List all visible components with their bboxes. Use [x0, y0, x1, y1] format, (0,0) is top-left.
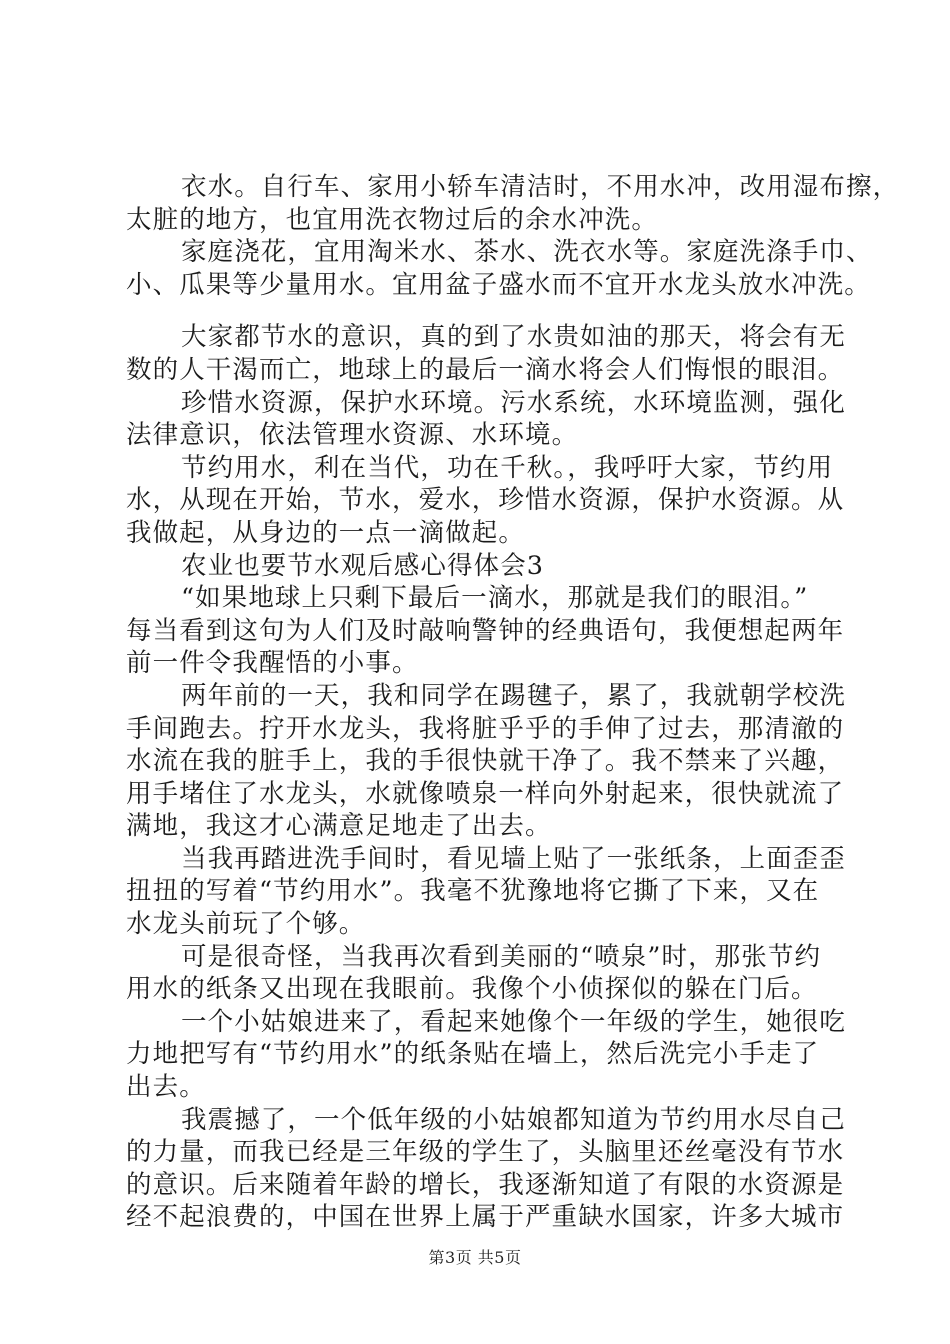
text-line: 水龙头前玩了个够。 — [126, 909, 366, 940]
paragraph — [126, 1104, 846, 1234]
text-line: 太脏的地方，也宜用洗衣物过后的余水冲洗。 — [126, 204, 659, 235]
text-line: 数的人干渴而亡，地球上的最后一滴水将会人们悔恨的眼泪。 — [126, 354, 845, 385]
paragraph — [126, 321, 846, 386]
text-line: 两年前的一天，我和同学在踢毽子，累了，我就朝学校洗 — [181, 680, 847, 711]
page-footer: 第3页 共5页 — [428, 1248, 522, 1267]
text-line: 经不起浪费的，中国在世界上属于严重缺水国家，许多大城市 — [126, 1202, 845, 1233]
paragraph — [126, 582, 846, 680]
text-line: 扭扭的写着“节约用水”。我毫不犹豫地将它撕了下来，又在 — [126, 876, 820, 907]
text-line: 珍惜水资源，保护水环境。污水系统，水环境监测，强化 — [181, 387, 847, 418]
text-line: 我震撼了，一个低年级的小姑娘都知道为节约用水尽自己 — [181, 1104, 847, 1135]
text-line: 可是很奇怪，当我再次看到美丽的“喷泉”时，那张节约 — [181, 941, 822, 972]
text-line: 水，从现在开始，节水，爱水，珍惜水资源，保护水资源。从 — [126, 485, 845, 516]
paragraph-gap — [126, 301, 846, 321]
text-line: 用水的纸条又出现在我眼前。我像个小侦探似的躲在门后。 — [126, 974, 818, 1005]
text-line: 水流在我的脏手上，我的手很快就干净了。我不禁来了兴趣， — [126, 746, 845, 777]
paragraph — [126, 680, 846, 843]
paragraph-group-lower — [126, 321, 846, 1234]
text-line: 法律意识，依法管理水资源、水环境。 — [126, 420, 579, 451]
text-line: 衣水。自行车、家用小轿车清洁时，不用水冲，改用湿布擦， — [181, 172, 900, 202]
text-line: 小、瓜果等少量用水。宜用盆子盛水而不宜开水龙头放水冲洗。 — [126, 269, 871, 300]
text-line: “如果地球上只剩下最后一滴水，那就是我们的眼泪。” — [181, 583, 809, 614]
paragraph — [126, 941, 846, 1006]
paragraph — [126, 387, 846, 452]
text-line: 出去。 — [126, 1072, 206, 1103]
text-line: 农业也要节水观后感心得体会3 — [181, 550, 545, 581]
text-line: 节约用水，利在当代，功在千秋。，我呼吁大家，节约用 — [181, 452, 834, 483]
paragraph — [126, 1006, 846, 1104]
text-line: 的意识。后来随着年龄的增长，我逐渐知道了有限的水资源是 — [126, 1169, 845, 1200]
paragraph — [126, 452, 846, 550]
body-text — [126, 171, 900, 1234]
text-line: 用手堵住了水龙头，水就像喷泉一样向外射起来，很快就流了 — [126, 778, 845, 809]
text-line: 满地，我这才心满意足地走了出去。 — [126, 811, 552, 842]
text-line: 当我再踏进洗手间时，看见墙上贴了一张纸条，上面歪歪 — [181, 843, 847, 874]
paragraph — [126, 236, 873, 301]
paragraph — [126, 550, 846, 583]
paragraph — [126, 843, 846, 941]
paragraph — [126, 171, 900, 236]
text-line: 力地把写有“节约用水”的纸条贴在墙上，然后洗完小手走了 — [126, 1039, 820, 1070]
text-line: 的力量，而我已经是三年级的学生了，头脑里还丝毫没有节水 — [126, 1137, 845, 1168]
text-line: 每当看到这句为人们及时敲响警钟的经典语句，我便想起两年 — [126, 615, 845, 646]
text-line: 前一件令我醒悟的小事。 — [126, 648, 419, 679]
text-line: 手间跑去。拧开水龙头，我将脏乎乎的手伸了过去，那清澈的 — [126, 713, 845, 744]
paragraph-group-upper — [126, 171, 900, 301]
text-line: 一个小姑娘进来了，看起来她像个一年级的学生，她很吃 — [181, 1006, 847, 1037]
text-line: 我做起，从身边的一点一滴做起。 — [126, 517, 526, 548]
text-line: 家庭浇花，宜用淘米水、茶水、洗衣水等。家庭洗涤手巾、 — [181, 237, 873, 268]
text-line: 大家都节水的意识，真的到了水贵如油的那天，将会有无 — [181, 322, 847, 353]
